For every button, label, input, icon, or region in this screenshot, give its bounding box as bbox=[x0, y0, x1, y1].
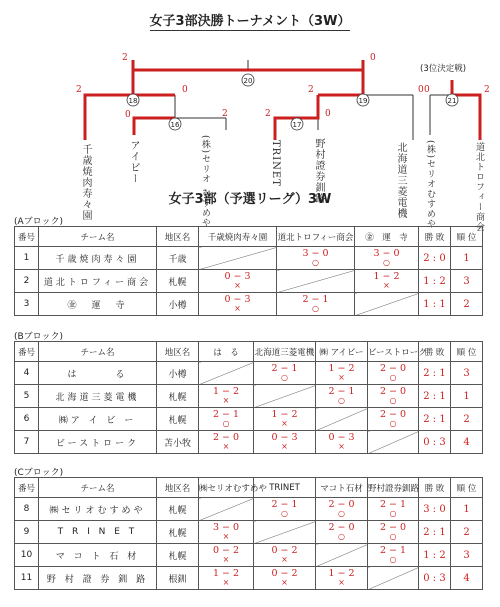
svg-text:2: 2 bbox=[265, 109, 271, 119]
match-result bbox=[355, 270, 419, 293]
table-row bbox=[15, 247, 483, 270]
win-loss-record: 0 : 3 bbox=[419, 431, 451, 454]
area-name: 札幌 bbox=[157, 521, 199, 544]
match-score: 2 − 1 bbox=[271, 363, 298, 374]
win-loss-mark: ○ bbox=[389, 532, 397, 541]
column-header: 順 位 bbox=[451, 342, 483, 362]
table-row bbox=[15, 567, 483, 590]
table-row bbox=[15, 293, 483, 316]
match-result bbox=[254, 544, 316, 567]
svg-text:0: 0 bbox=[418, 85, 424, 95]
match-result bbox=[254, 431, 316, 454]
win-loss-record: 2 : 1 bbox=[419, 385, 451, 408]
table-header-row bbox=[15, 478, 483, 498]
rank: 3 bbox=[451, 362, 483, 385]
svg-text:2: 2 bbox=[484, 85, 490, 95]
match-result bbox=[254, 362, 316, 385]
svg-text:18: 18 bbox=[128, 97, 138, 105]
svg-text:2: 2 bbox=[308, 85, 314, 95]
win-loss-record: 2 : 1 bbox=[419, 408, 451, 431]
match-score: 1 − 2 bbox=[328, 568, 355, 579]
win-loss-mark: ○ bbox=[312, 304, 319, 313]
match-result bbox=[368, 544, 419, 567]
win-loss-record: 3 : 0 bbox=[419, 498, 451, 521]
row-number: 10 bbox=[15, 544, 39, 567]
column-header: 地区名 bbox=[157, 342, 199, 362]
rank: 3 bbox=[451, 544, 483, 567]
row-number: 2 bbox=[15, 270, 39, 293]
win-loss-mark: × bbox=[338, 578, 345, 587]
row-number: 11 bbox=[15, 567, 39, 590]
table-row bbox=[15, 544, 483, 567]
match-score: 0 − 2 bbox=[271, 545, 298, 556]
match-result bbox=[316, 385, 368, 408]
win-loss-mark: ○ bbox=[281, 509, 288, 518]
win-loss-mark: ○ bbox=[383, 258, 390, 267]
team-name: 野 村 證 券 釧 路 bbox=[39, 567, 157, 590]
column-header: ㈱ アイビー bbox=[316, 342, 368, 362]
self-match-cell bbox=[199, 247, 277, 270]
match-result bbox=[368, 498, 419, 521]
team-name: ㊎ 運 寺 bbox=[39, 293, 157, 316]
row-number: 7 bbox=[15, 431, 39, 454]
team-name: 道北トロフィー商会 bbox=[39, 270, 157, 293]
column-header: 番号 bbox=[15, 342, 39, 362]
column-header: 地区名 bbox=[157, 478, 199, 498]
match-result bbox=[368, 385, 419, 408]
svg-text:2: 2 bbox=[76, 85, 82, 95]
area-name: 小樽 bbox=[157, 293, 199, 316]
rank: 4 bbox=[451, 567, 483, 590]
win-loss-mark: × bbox=[338, 442, 345, 451]
team-name: 北海道三菱電機 bbox=[39, 385, 157, 408]
column-header: は る bbox=[199, 342, 254, 362]
svg-text:2: 2 bbox=[222, 109, 228, 119]
column-header: 順 位 bbox=[451, 227, 483, 247]
area-name: 札幌 bbox=[157, 544, 199, 567]
block-b-label: (Bブロック) bbox=[14, 332, 64, 342]
match-result bbox=[277, 293, 355, 316]
svg-text:0: 0 bbox=[370, 53, 376, 63]
win-loss-mark: ○ bbox=[389, 555, 397, 564]
column-header: 勝 敗 bbox=[419, 478, 451, 498]
match-result bbox=[355, 247, 419, 270]
table-row bbox=[15, 270, 483, 293]
column-header: 北海道三菱電機 bbox=[254, 342, 316, 362]
table-header-row bbox=[15, 227, 483, 247]
rank: 1 bbox=[451, 385, 483, 408]
column-header: 順 位 bbox=[451, 478, 483, 498]
column-header: 勝 敗 bbox=[419, 227, 451, 247]
match-score: 0 − 2 bbox=[212, 545, 240, 556]
column-header: チーム名 bbox=[39, 227, 157, 247]
team-name: は る bbox=[39, 362, 157, 385]
win-loss-mark: × bbox=[234, 281, 241, 290]
area-name: 小樽 bbox=[157, 362, 199, 385]
win-loss-mark: × bbox=[383, 281, 390, 290]
win-loss-record: 2 : 1 bbox=[419, 362, 451, 385]
block-a-table bbox=[14, 226, 483, 316]
match-score: 2 − 1 bbox=[212, 409, 240, 420]
area-name: 苫小牧 bbox=[157, 431, 199, 454]
svg-text:0: 0 bbox=[182, 85, 188, 95]
win-loss-mark: ○ bbox=[389, 509, 397, 518]
team-name: マ コ ト 石 材 bbox=[39, 544, 157, 567]
win-loss-mark: × bbox=[281, 442, 288, 451]
column-header: ビーストローク bbox=[368, 342, 419, 362]
svg-text:16: 16 bbox=[170, 121, 180, 129]
bracket-team-1: 千歳焼肉寿々園 bbox=[80, 144, 91, 221]
win-loss-record: 1 : 2 bbox=[419, 270, 451, 293]
match-score: 2 − 1 bbox=[302, 294, 329, 305]
table-row bbox=[15, 385, 483, 408]
area-name: 札幌 bbox=[157, 385, 199, 408]
column-header: 千歳焼肉寿々園 bbox=[199, 227, 277, 247]
league-title: 女子3部（予選リーグ）3W bbox=[168, 192, 332, 207]
rank: 2 bbox=[451, 293, 483, 316]
rank: 2 bbox=[451, 521, 483, 544]
match-result bbox=[368, 521, 419, 544]
match-score: 1 − 2 bbox=[212, 386, 240, 397]
match-result bbox=[368, 362, 419, 385]
win-loss-mark: × bbox=[222, 442, 230, 451]
win-loss-record: 2 : 0 bbox=[419, 247, 451, 270]
self-match-cell bbox=[368, 431, 419, 454]
match-score: 2 − 1 bbox=[271, 499, 298, 510]
column-header: ㊎ 運 寺 bbox=[355, 227, 419, 247]
self-match-cell bbox=[199, 498, 254, 521]
match-result bbox=[199, 567, 254, 590]
match-score: 1 − 2 bbox=[328, 363, 355, 374]
row-number: 9 bbox=[15, 521, 39, 544]
win-loss-mark: ○ bbox=[389, 419, 397, 428]
match-result bbox=[199, 431, 254, 454]
match-result bbox=[199, 544, 254, 567]
area-name: 根釧 bbox=[157, 567, 199, 590]
match-score: 2 − 0 bbox=[328, 522, 355, 533]
block-c-label: (Cブロック) bbox=[14, 468, 64, 478]
column-header: 野村證券釧路 bbox=[368, 478, 419, 498]
self-match-cell bbox=[316, 408, 368, 431]
area-name: 札幌 bbox=[157, 408, 199, 431]
match-score: 2 − 0 bbox=[379, 409, 407, 420]
win-loss-mark: × bbox=[338, 373, 345, 382]
match-score: 1 − 2 bbox=[271, 409, 298, 420]
win-loss-mark: × bbox=[281, 555, 288, 564]
match-result bbox=[199, 293, 277, 316]
team-name: T R I N E T bbox=[39, 521, 157, 544]
self-match-cell bbox=[277, 270, 355, 293]
column-header: チーム名 bbox=[39, 478, 157, 498]
match-score: 0 − 3 bbox=[224, 271, 251, 282]
self-match-cell bbox=[254, 521, 316, 544]
match-result bbox=[368, 408, 419, 431]
bracket-team-5: 野村證券釧路 bbox=[313, 138, 324, 204]
match-result bbox=[199, 521, 254, 544]
row-number: 3 bbox=[15, 293, 39, 316]
win-loss-mark: × bbox=[281, 578, 288, 587]
svg-text:0: 0 bbox=[424, 85, 430, 95]
win-loss-mark: ○ bbox=[338, 532, 345, 541]
third-place-label: (3位決定戦) bbox=[420, 64, 467, 74]
match-score: 0 − 3 bbox=[224, 294, 251, 305]
match-result bbox=[199, 270, 277, 293]
column-header: 地区名 bbox=[157, 227, 199, 247]
block-a-label: (Aブロック) bbox=[14, 217, 63, 227]
win-loss-mark: ○ bbox=[222, 419, 230, 428]
svg-text:19: 19 bbox=[358, 97, 368, 105]
match-result bbox=[316, 362, 368, 385]
match-result bbox=[277, 247, 355, 270]
svg-text:21: 21 bbox=[447, 97, 457, 105]
bracket-team-4: TRINET bbox=[270, 140, 281, 187]
win-loss-mark: ○ bbox=[338, 509, 345, 518]
column-header: 番号 bbox=[15, 227, 39, 247]
svg-text:0: 0 bbox=[325, 109, 331, 119]
match-score: 1 − 2 bbox=[212, 568, 240, 579]
win-loss-mark: × bbox=[222, 555, 230, 564]
win-loss-mark: × bbox=[281, 419, 288, 428]
match-result bbox=[254, 567, 316, 590]
match-result bbox=[254, 408, 316, 431]
self-match-cell bbox=[355, 293, 419, 316]
match-score: 2 − 0 bbox=[212, 432, 240, 443]
match-result bbox=[316, 431, 368, 454]
column-header: 道北トロフィー商会 bbox=[277, 227, 355, 247]
match-score: 0 − 3 bbox=[328, 432, 355, 443]
area-name: 札幌 bbox=[157, 270, 199, 293]
match-score: 2 − 0 bbox=[328, 499, 355, 510]
team-name: ㈱セリオむすめや bbox=[39, 498, 157, 521]
match-score: 0 − 3 bbox=[271, 432, 298, 443]
table-header-row bbox=[15, 342, 483, 362]
win-loss-record: 1 : 1 bbox=[419, 293, 451, 316]
win-loss-mark: ○ bbox=[281, 373, 288, 382]
rank: 1 bbox=[451, 498, 483, 521]
table-row bbox=[15, 408, 483, 431]
match-result bbox=[199, 385, 254, 408]
tournament-title: 女子3部決勝トーナメント（3W） bbox=[149, 14, 351, 29]
row-number: 5 bbox=[15, 385, 39, 408]
win-loss-mark: ○ bbox=[312, 258, 319, 267]
win-loss-mark: × bbox=[222, 532, 230, 541]
win-loss-record: 0 : 3 bbox=[419, 567, 451, 590]
win-loss-mark: ○ bbox=[338, 396, 345, 405]
match-result bbox=[199, 408, 254, 431]
column-header: 勝 敗 bbox=[419, 342, 451, 362]
bracket-team-8: 道北トロフィー商会 bbox=[474, 142, 484, 232]
block-c-table bbox=[14, 477, 483, 590]
row-number: 8 bbox=[15, 498, 39, 521]
row-number: 6 bbox=[15, 408, 39, 431]
rank: 4 bbox=[451, 431, 483, 454]
team-name: ビーストローク bbox=[39, 431, 157, 454]
column-header: 番号 bbox=[15, 478, 39, 498]
match-score: 0 − 2 bbox=[271, 568, 298, 579]
row-number: 1 bbox=[15, 247, 39, 270]
match-score: 1 − 2 bbox=[373, 271, 400, 282]
self-match-cell bbox=[316, 544, 368, 567]
self-match-cell bbox=[199, 362, 254, 385]
row-number: 4 bbox=[15, 362, 39, 385]
match-result bbox=[316, 567, 368, 590]
win-loss-mark: ○ bbox=[389, 373, 397, 382]
self-match-cell bbox=[254, 385, 316, 408]
column-header: マコト石材 bbox=[316, 478, 368, 498]
table-row bbox=[15, 521, 483, 544]
svg-text:0: 0 bbox=[125, 110, 131, 120]
bracket-team-2: アイビー bbox=[128, 140, 139, 184]
table-row bbox=[15, 498, 483, 521]
area-name: 札幌 bbox=[157, 498, 199, 521]
bracket-team-6: 北海道三菱電機 bbox=[395, 142, 406, 219]
match-score: 3 − 0 bbox=[212, 522, 240, 533]
match-score: 3 − 0 bbox=[302, 248, 329, 259]
match-score: 2 − 1 bbox=[379, 545, 407, 556]
column-header: チーム名 bbox=[39, 342, 157, 362]
team-name: ㈱ア イ ビ ー bbox=[39, 408, 157, 431]
match-score: 2 − 0 bbox=[379, 386, 407, 397]
match-score: 2 − 1 bbox=[379, 499, 407, 510]
column-header: TRINET bbox=[254, 478, 316, 498]
table-row bbox=[15, 362, 483, 385]
column-header: ㈱セリオむすめや bbox=[199, 478, 254, 498]
win-loss-record: 1 : 2 bbox=[419, 544, 451, 567]
match-score: 2 − 0 bbox=[379, 363, 407, 374]
win-loss-mark: × bbox=[234, 304, 241, 313]
rank: 2 bbox=[451, 408, 483, 431]
svg-text:17: 17 bbox=[292, 121, 302, 129]
match-score: 2 − 1 bbox=[328, 386, 355, 397]
match-score: 2 − 0 bbox=[379, 522, 407, 533]
win-loss-mark: × bbox=[222, 578, 230, 587]
bracket-team-3: (株)セリオ むすめや bbox=[200, 135, 210, 228]
match-result bbox=[254, 498, 316, 521]
match-score: 3 − 0 bbox=[373, 248, 400, 259]
win-loss-mark: × bbox=[222, 396, 230, 405]
rank: 1 bbox=[451, 247, 483, 270]
win-loss-mark: ○ bbox=[389, 396, 397, 405]
svg-text:20: 20 bbox=[243, 77, 253, 85]
table-row bbox=[15, 431, 483, 454]
bracket-team-7: (株)セリオむすめや bbox=[425, 140, 435, 230]
svg-text:2: 2 bbox=[122, 53, 128, 63]
match-result bbox=[316, 498, 368, 521]
rank: 3 bbox=[451, 270, 483, 293]
win-loss-record: 2 : 1 bbox=[419, 521, 451, 544]
area-name: 千歳 bbox=[157, 247, 199, 270]
team-name: 千歳焼肉寿々園 bbox=[39, 247, 157, 270]
self-match-cell bbox=[368, 567, 419, 590]
match-result bbox=[316, 521, 368, 544]
block-b-table bbox=[14, 341, 483, 454]
